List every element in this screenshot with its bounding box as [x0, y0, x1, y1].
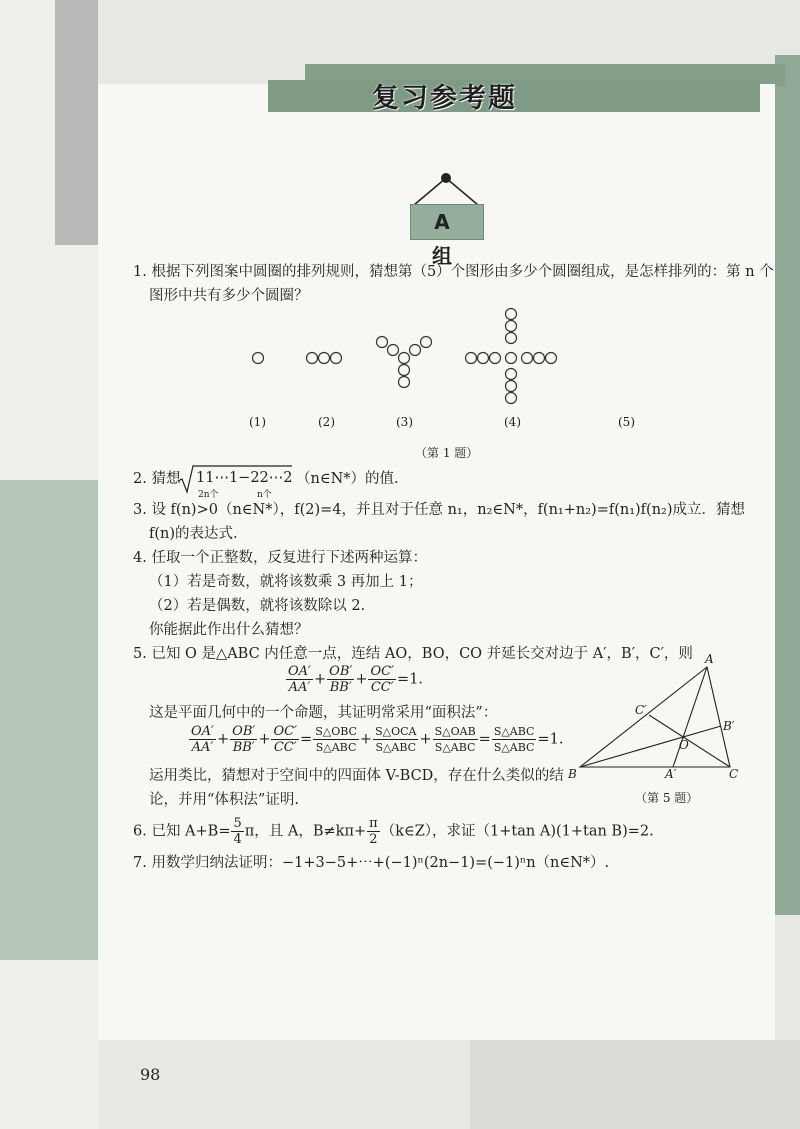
problem-1-line-2: 图形中共有多少个圆圈？ [149, 288, 309, 304]
problem-5-line-1: 5. 已知 O 是△ABC 内任意一点，连结 AO，BO，CO 并延长交对边于 A′，B′，C′，则 [133, 646, 693, 662]
problem-5-line-3: 运用类比，猜想对于空间中的四面体 V-BCD，存在什么类似的结 [149, 768, 564, 784]
problem-5-equation-2: $\frac{OA'}{AA'}$ + $\frac{OB'}{BB'}$ + $\frac{OC'}{CC'}$ = $\frac{\text{S△OBC}}{\text{S△ABC}}$ + $\frac{\text{S△OCA}}{\text{S△ABC}}$ + $\frac{\text{S△OAB}}{\text{S△ABC}}$ = $\frac{\text{S△ABC}}{\text{S△ABC}}$ =1. [191, 724, 564, 755]
problem-3-line-1: 3. 设 f(n)>0（n∈N*），f(2)=4，并且对于任意 n₁，n₂∈N*，f(n₁+n₂)=f(n₁)f(n₂)成立．猜想 [133, 502, 746, 518]
group-sign [408, 168, 488, 268]
problem-5-equation-1: $\frac{OA'}{AA'}$ + $\frac{OB'}{BB'}$ + $\frac{OC'}{CC'}$ =1. [288, 664, 424, 695]
background-green-left [0, 480, 98, 960]
figure-label-2: (2) [318, 415, 335, 429]
figure-label-3: (3) [396, 415, 413, 429]
vertex-label-a: A [705, 652, 714, 666]
figure-label-4: (4) [504, 415, 521, 429]
figure-caption-5: （第 5 题） [635, 791, 699, 805]
problem-2-suffix: （n∈N*）的值. [296, 471, 399, 487]
problem-2-under-right: n个 [257, 490, 272, 500]
problem-5-line-4: 论，并用“体积法”证明. [149, 792, 299, 808]
figure-caption-1: （第 1 题） [415, 446, 479, 460]
vertex-label-b: B [568, 767, 577, 781]
group-label: A 组 [410, 204, 484, 240]
circle-pattern-figure [0, 305, 800, 425]
problem-4-line-3: （2）若是偶数，就将该数除以 2. [149, 598, 366, 614]
problem-5-line-2: 这是平面几何中的一个命题，其证明常采用“面积法”： [149, 705, 498, 721]
problem-4-line-4: 你能据此作出什么猜想？ [149, 622, 309, 638]
background-bottom-right [470, 1040, 800, 1129]
page-number: 98 [140, 1065, 161, 1084]
problem-1-line-1: 1. 根据下列图案中圆圈的排列规则，猜想第（5）个图形由多少个圆圈组成，是怎样排列的：第 n 个 [133, 264, 774, 280]
point-label-o: O [679, 738, 689, 752]
problem-4-line-2: （1）若是奇数，就将该数乘 3 再加上 1； [149, 574, 423, 590]
sign-hanger-icon [408, 168, 488, 208]
point-label-b-prime: B′ [723, 719, 735, 733]
problem-6: 6. 已知 A+B= $\frac{5}{4}$ π，且 A，B≠kπ+ $\frac{\pi}{2}$ （k∈Z），求证（1+tan A)(1+tan B)=2. [133, 816, 654, 847]
problem-2-radicand: 11⋯1−22⋯2 [196, 470, 293, 486]
problem-2-prefix: 2. 猜想 [133, 471, 181, 487]
problem-4-line-1: 4. 任取一个正整数，反复进行下述两种运算： [133, 550, 427, 566]
problem-3-line-2: f(n)的表达式. [149, 526, 238, 542]
section-title: 复习参考题 [372, 83, 517, 114]
background-grey-block [55, 0, 98, 245]
point-label-a-prime: A′ [665, 767, 677, 781]
problem-7: 7. 用数学归纳法证明：−1+3−5+⋯+(−1)ⁿ(2n−1)=(−1)ⁿn（n∈N*）. [133, 855, 610, 871]
background-green-right [775, 55, 800, 915]
figure-label-5: (5) [618, 415, 635, 429]
point-label-c-prime: C′ [635, 703, 647, 717]
problem-2-under-left: 2n个 [198, 490, 219, 500]
triangle-figure [565, 650, 765, 800]
vertex-label-c: C [729, 767, 739, 781]
figure-label-1: (1) [249, 415, 266, 429]
